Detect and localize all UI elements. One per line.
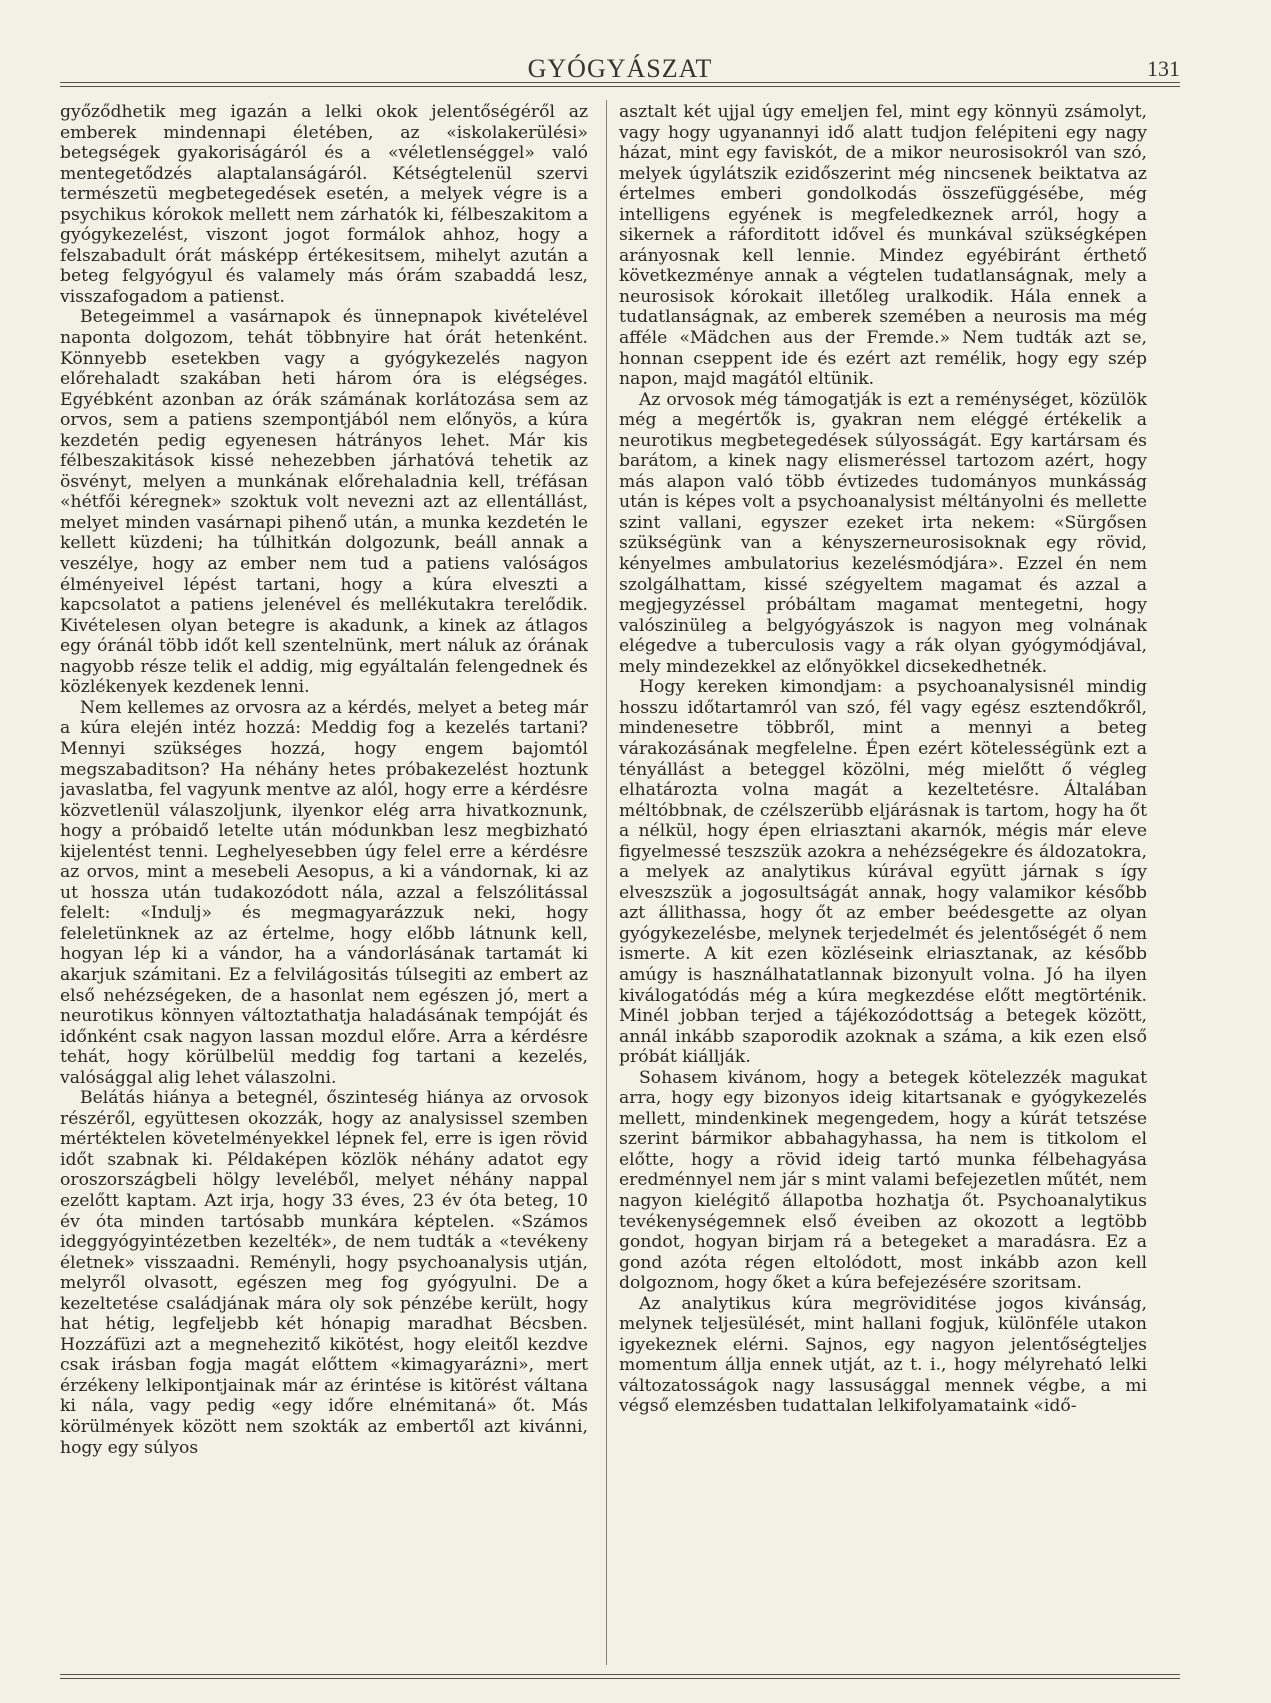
paragraph: Az analytikus kúra megröviditése jogos kivánság, melynek teljesülését, mint hallani fogjuk, különféle utakon igyekeznek elérni. Sajnos, egy nagyon jelentőségteljes momentum állja ennek utját, az t. i., hogy mélyreható lelki változatosságok nagy lassusággal mennek végbe, a mi végső elemzésben tudattalan lelkifolyamataink «idő- [619, 1293, 1147, 1417]
page-header [60, 50, 1180, 86]
paragraph: Sohasem kivánom, hogy a betegek kötelezzék magukat arra, hogy egy bizonyos ideig kitartsanak e gyógykezelés mellett, mindenkinek megengedem, hogy a kúrát tetszése szerint bármikor abbahagyhassa, ha nem is titkolom el előtte, hogy a rövid ideig tartó munka félbehagyása eredménnyel nem jár s mint valami befejezetlen műtét, nem nagyon kielégitő állapotba hozhatja őt. Psychoanalytikus tevékenységemnek első éveiben az okozott a legtöbb gondot, hogyan birjam rá a betegeket a maradásra. Ez a gond azóta régen eltolódott, most inkább azon kell dolgoznom, hogy őket a kúra befejezésére szoritsam. [619, 1067, 1147, 1294]
paragraph: Nem kellemes az orvosra az a kérdés, melyet a beteg már a kúra elején intéz hozzá: Meddig fog a kezelés tartani? Mennyi szükséges hozzá, hogy engem bajomtól megszabaditson? Ha néhány hetes próbakezelést hoztunk javaslatba, fel vagyunk mentve az alól, hogy erre a kérdésre közvetlenül válaszoljunk, ilyenkor elég arra hivatkoznunk, hogy a próbaidő letelte után módunkban lesz megbizható kijelentést tenni. Leghelyesebben úgy felel erre a kérdésre az orvos, mint a mesebeli Aesopus, a ki a vándornak, ki az ut hossza után tudakozódott nála, azzal a felszólitással felelt: «Indulj» és megmagyarázzuk neki, hogy feleletünknek az az értelme, hogy előbb látnunk kell, hogyan lép ki a vándor, ha a vándorlásának tartamát ki akarjuk számitani. Ez a felvilágositás túlsegiti az embert az első nehézségeken, de a hasonlat nem egészen jó, mert a neurotikus könnyen változtathatja haladásának tempóját és időnként csak nagyon lassan mozdul előre. Arra a kérdésre tehát, hogy körülbelül meddig fog tartani a kezelés, valósággal alig lehet válaszolni. [60, 697, 588, 1088]
paragraph: Az orvosok még támogatják is ezt a reménységet, közülök még a megértők is, gyakran nem eléggé értékelik a neurotikus megbetegedések súlyosságát. Egy kartársam és barátom, a kinek nagy elismeréssel tartozom azért, hogy más alapon való több évtizedes tudományos munkásság után is képes volt a psychoanalysist méltányolni és mellette szint vallani, egyszer ezeket irta nekem: «Sürgősen szükségünk van a kényszerneurosisoknak egy rövid, kényelmes ambulatorius kezelésmódjára». Ezzel én nem szolgálhattam, kissé szégyeltem magamat és azzal a megjegyzéssel próbáltam magamat mentegetni, hogy valószinüleg a belgyógyászok is nagyon meg volnának elégedve a tuberculosis vagy a rák olyan gyógymódjával, mely mindezekkel az előnyökkel dicsekedhetnék. [619, 389, 1147, 677]
paragraph: Betegeimmel a vasárnapok és ünnepnapok kivételével naponta dolgozom, tehát többnyire hat órát hetenként. Könnyebb esetekben vagy a gyógykezelés nagyon előrehaladt szakában heti három óra is elégséges. Egyébként azonban az órák számának korlátozása sem az orvos, sem a patiens szempontjából nem előnyös, a kúra kezdetén pedig egyenesen hátrányos lehet. Már kis félbeszakitások kissé nehezebben járhatóvá tehetik az ösvényt, melyen a munkának előrehaladnia kell, tréfásan «hétfői kéregnek» szoktuk volt nevezni azt az ellentállást, melyet minden vasárnapi pihenő után, a munka kezdetén le kellett küzdeni; ha túlhitkán dolgozunk, beáll annak a veszélye, hogy az ember nem tud a patiens valóságos élményeivel lépést tartani, hogy a kúra elveszti a kapcsolatot a patiens jelenével és mellékutakra terelődik. Kivételesen olyan betegre is akadunk, a kinek az átlagos egy óránál több időt kell szentelnünk, mert náluk az órának nagyobb része telik el addig, mig egyáltalán felengednek és közlékenyek kezdenek lenni. [60, 307, 588, 698]
paragraph: Hogy kereken kimondjam: a psychoanalysisnél mindig hosszu időtartamról van szó, fél vagy egész esztendőkről, mindenesetre többről, mint a mennyi a beteg várakozásának megfelelne. Épen ezért kötelességünk ezt a tényállást a beteggel közölni, még mielőtt ő végleg elhatározta volna magát a kezeltetésre. Általában méltóbbnak, de czélszerübb eljárásnak is tartom, hogy ha őt a nélkül, hogy épen elriasztani akarnók, mégis már eleve figyelmessé teszszük azokra a nehézségekre és áldozatokra, a melyek az analytikus kúrával együtt járnak s így elveszszük a jogosultságát annak, hogy valamikor később azt állithassa, hogy őt az ember beédesgette az olyan gyógykezelésbe, melynek terjedelmét és jelentőségét ő nem ismerte. A kit ezen közléseink elriasztanak, az később amúgy is használhatatlannak bizonyult volna. Jó ha ilyen kiválogatódás még a kúra megkezdése előtt megtörténik. Minél jobban terjed a tájékozódottság a betegek között, annál inkább szaporodik azoknak a száma, a kik ezen első próbát kiállják. [619, 677, 1147, 1068]
running-title: GYÓGYÁSZAT [527, 54, 713, 83]
column-divider [606, 100, 607, 1665]
paragraph: Belátás hiánya a betegnél, őszinteség hiánya az orvosok részéről, együttesen okozzák, hogy az analysissel szemben mértéktelen követelményekkel lépnek fel, erre is igen rövid időt szabnak ki. Példaképen közlök néhány adatot egy oroszországbeli hölgy leveléből, melyet néhány nappal ezelőtt kaptam. Azt irja, hogy 33 éves, 23 év óta beteg, 10 év óta minden tartósabb munkára képtelen. «Számos ideggyógyintézetben kezelték», de nem tudták a «tevékeny életnek» visszaadni. Reményli, hogy psychoanalysis utján, melyről olvasott, egészen meg fog gyógyulni. De a kezeltetése családjának mára oly sok pénzébe került, hogy hat hétig, legfeljebb két hónapig maradhat Bécsben. Hozzáfüzi azt a megnehezitő kikötést, hogy eleitől kezdve csak irásban fogja magát előttem «kimagyarázni», mert érzékeny lelkipontjainak már az érintése is kitörést váltana ki nála, vagy pedig «egy időre elnémitaná» őt. Más körülmények között nem szokták az embertől azt kivánni, hogy egy súlyos [60, 1088, 588, 1458]
paragraph: asztalt két ujjal úgy emeljen fel, mint egy könnyü zsámolyt, vagy hogy ugyanannyi idő alatt tudjon felépiteni egy nagy házat, mint egy faviskót, de a mikor neurosisokról van szó, melyek úgylátszik ezidőszerint még nincsenek beiktatva az értelmes emberi gondolkodás összefüggésébe, még intelligens egyének is megfeledkeznek arról, hogy a sikernek a ráforditott idővel és munkával szükségképen arányosnak kell lennie. Mindez egyébiránt érthető következménye annak a végtelen tudatlanságnak, mely a neurosisok kórokait illetőleg uralkodik. Hála ennek a tudatlanságnak, az emberek szemében a neurosis ma még afféle «Mädchen aus der Fremde.» Nem tudták azt se, honnan cseppent ide és ezért azt remélik, hogy egy szép napon, majd magától eltünik. [619, 102, 1147, 390]
right-column [619, 102, 1147, 1672]
page-number: 131 [1147, 56, 1180, 81]
paragraph: győződhetik meg igazán a lelki okok jelentőségéről az emberek mindennapi életében, az «iskolakerülési» betegségek gyakoriságáról és a «véletlenséggel» való mentegetődzés alaptalanságáról. Kétségtelenül szervi természetü megbetegedések esetén, a melyek végre is a psychikus kórokok mellett nem zárhatók ki, félbeszakitom a gyógykezelést, viszont jogot formálok ahhoz, hogy a felszabadult órát másképp értékesitsem, mihelyt azután a beteg felgyógyul és valamely más órám szabaddá lesz, visszafogadom a patienst. [60, 102, 588, 307]
footer-rule [60, 1678, 1180, 1679]
header-rule [60, 82, 1180, 83]
footer-rule [60, 1674, 1180, 1675]
left-column [60, 102, 588, 1672]
header-rule [60, 86, 1180, 87]
